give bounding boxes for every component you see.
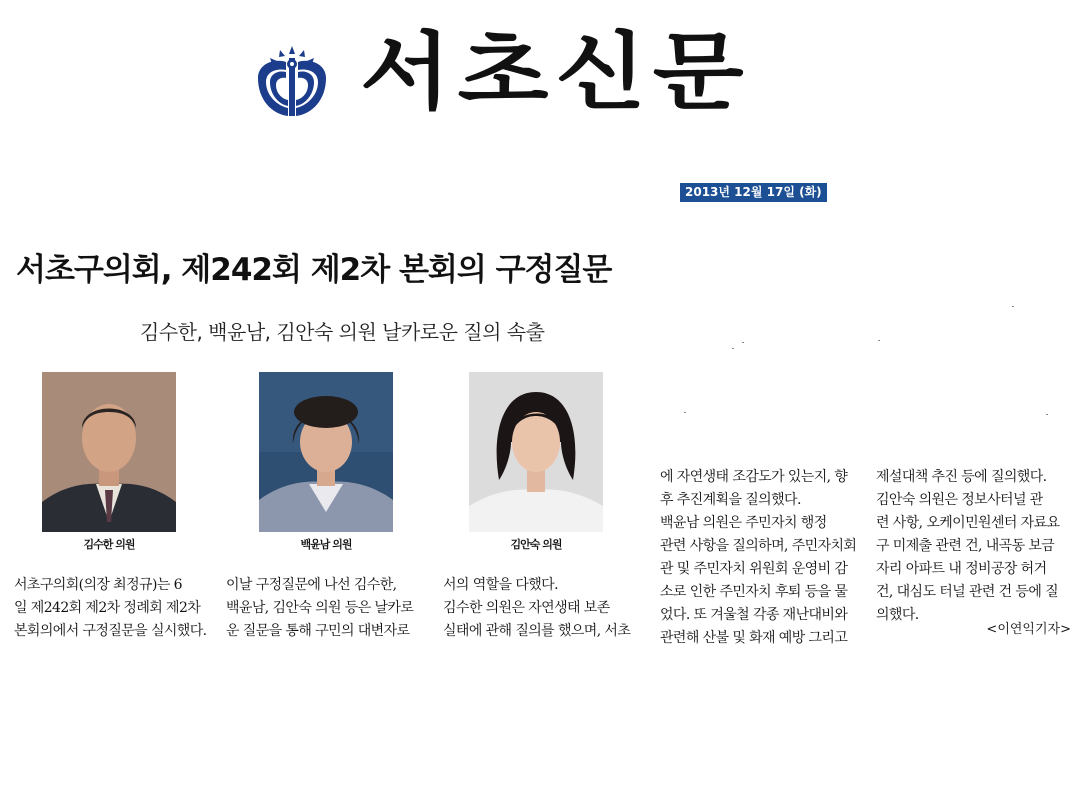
article-line: 련 사항, 오케이민원센터 자료요	[876, 515, 1060, 531]
article-line: 일 제242회 제2차 정례회 제2차	[14, 600, 201, 616]
photo-caption: 백윤남 의원	[300, 538, 352, 551]
article-line: 이날 구정질문에 나선 김수한,	[226, 577, 397, 593]
article-line: 백윤남 의원은 주민자치 행정	[660, 515, 827, 531]
article-column-3	[443, 574, 639, 643]
article-line: 건, 대심도 터널 관련 건 등에 질	[876, 584, 1059, 600]
article-line: 운 질문을 통해 구민의 대변자로	[226, 623, 410, 639]
article-line: 관련 사항을 질의하며, 주민자치회	[660, 538, 856, 554]
article-line: 김안숙 의원은 정보사터널 관	[876, 492, 1043, 508]
article-line: 의했다.	[876, 607, 919, 623]
article-line: 백윤남, 김안숙 의원 등은 날카로	[226, 600, 414, 616]
scan-speck	[1012, 306, 1014, 307]
scan-speck	[1046, 414, 1048, 415]
article-column-2	[226, 574, 422, 643]
article-line: 었다. 또 겨울철 각종 재난대비와	[660, 607, 848, 623]
seocho-emblem-icon	[252, 44, 332, 120]
article-line: 구 미제출 관련 건, 내곡동 보금	[876, 538, 1055, 554]
scan-speck	[878, 340, 880, 341]
article-line: 에 자연생태 조감도가 있는지, 향	[660, 469, 848, 485]
article-column-5	[876, 466, 1072, 627]
article-line: 소로 인한 주민자치 후퇴 등을 물	[660, 584, 848, 600]
photo-caption: 김안숙 의원	[510, 538, 562, 551]
scan-speck	[732, 348, 734, 349]
scan-speck	[684, 412, 686, 413]
newspaper-title: 서초신문	[360, 23, 751, 121]
article-line: 본회의에서 구정질문을 실시했다.	[14, 623, 207, 639]
article-line: 자리 아파트 내 정비공장 허거	[876, 561, 1047, 577]
photo-kim-suhan	[42, 372, 176, 532]
article-column-1	[14, 574, 208, 643]
article-line: 후 추진계획을 질의했다.	[660, 492, 801, 508]
article-byline: <이연익기자>	[986, 622, 1071, 637]
scan-speck	[742, 342, 744, 343]
article-line: 실태에 관해 질의를 했으며, 서초	[443, 623, 631, 639]
photo-baek-yunnam	[259, 372, 393, 532]
article-column-4	[660, 466, 856, 650]
article-headline: 서초구의회, 제242회 제2차 본회의 구정질문	[16, 252, 612, 288]
article-line: 서초구의회(의장 최정규)는 6	[14, 577, 182, 593]
article-line: 김수한 의원은 자연생태 보존	[443, 600, 610, 616]
article-line: 관련해 산불 및 화재 예방 그리고	[660, 630, 848, 646]
article-line: 서의 역할을 다했다.	[443, 577, 558, 593]
article-subheadline: 김수한, 백윤남, 김안숙 의원 날카로운 질의 속출	[140, 320, 545, 344]
photo-caption: 김수한 의원	[83, 538, 135, 551]
article-line: 제설대책 추진 등에 질의했다.	[876, 469, 1047, 485]
date-badge: 2013년 12월 17일 (화)	[680, 183, 827, 202]
photo-kim-ansuk	[469, 372, 603, 532]
article-line: 관 및 주민자치 위원회 운영비 감	[660, 561, 848, 577]
